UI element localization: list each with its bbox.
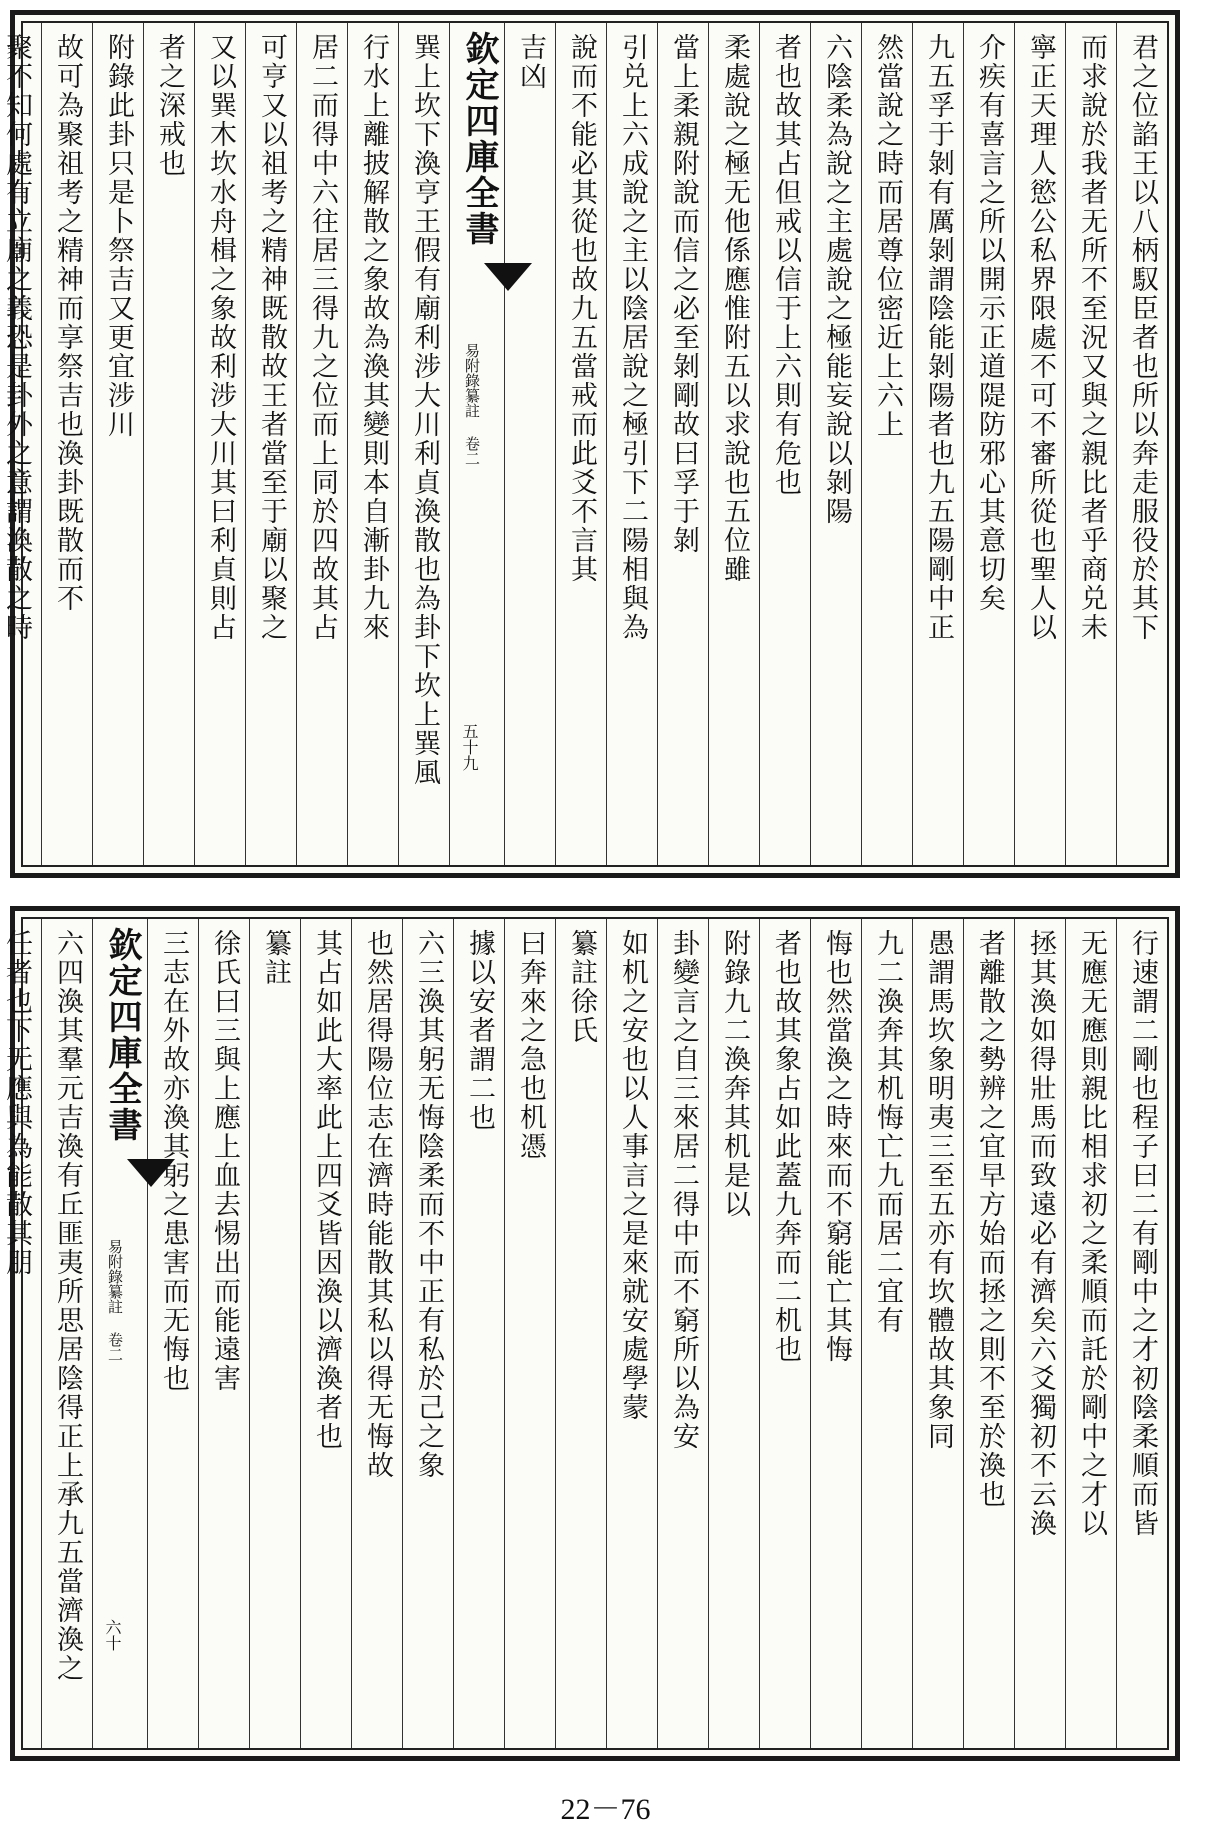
bottom-right-column: 行速謂二剛也程子曰二有剛中之才初陰柔順而皆 bbox=[1116, 919, 1167, 1748]
top-right-column: 六陰柔為說之主處說之極能妄說以剝陽 bbox=[810, 23, 861, 865]
top-left-column: 附錄此卦只是卜祭吉又更宜涉川 bbox=[92, 23, 143, 865]
bottom-right-column: 愚謂馬坎象明夷三至五亦有坎體故其象同 bbox=[912, 919, 963, 1748]
fish-tail-mark-icon bbox=[484, 263, 532, 291]
bottom-right-column: 悔也然當渙之時來而不窮能亡其悔 bbox=[810, 919, 861, 1748]
bottom-right-column: 拯其渙如得壯馬而致遠必有濟矣六爻獨初不云渙 bbox=[1014, 919, 1065, 1748]
top-left-column: 可亨又以祖考之精神既散故王者當至于廟以聚之 bbox=[245, 23, 296, 865]
bottom-right-column: 无應无應則親比相求初之柔順而託於剛中之才以 bbox=[1065, 919, 1116, 1748]
bottom-right-column: 纂註徐氏 bbox=[555, 919, 606, 1748]
bottom-right-column: 如机之安也以人事言之是來就安處學蒙 bbox=[606, 919, 657, 1748]
bottom-folio-number: 六十 bbox=[103, 1619, 122, 1651]
bottom-right-column: 者離散之勢辨之宜早方始而拯之則不至於渙也 bbox=[963, 919, 1014, 1748]
bottom-book-subtitle: 易附錄纂註 卷二 bbox=[106, 1239, 124, 1362]
bottom-right-column: 三志在外故亦渙其躬之患害而无悔也 bbox=[147, 919, 198, 1748]
top-right-column: 寧正天理人慾公私界限處不可不審所從也聖人以 bbox=[1014, 23, 1065, 865]
bottom-right-column: 據以安者謂二也 bbox=[453, 919, 504, 1748]
top-right-column: 說而不能必其從也故九五當戒而此爻不言其 bbox=[555, 23, 606, 865]
top-right-column: 者也故其占但戒以信于上六則有危也 bbox=[759, 23, 810, 865]
top-left-column: 聚不知何處有立廟之義恐是卦外之意謂渙散之時 bbox=[0, 23, 41, 865]
bottom-right-column: 也然居得陽位志在濟時能散其私以得无悔故 bbox=[351, 919, 402, 1748]
footer-page-label: 22－76 bbox=[560, 1793, 651, 1826]
bottom-right-column: 九二渙奔其机悔亡九而居二宜有 bbox=[861, 919, 912, 1748]
bottom-left-column: 任者也下无應與為能散其朋 bbox=[0, 919, 41, 1748]
top-right-column: 而求說於我者无所不至況又與之親比者乎商兑未 bbox=[1065, 23, 1116, 865]
top-left-column: 居二而得中六往居三得九之位而上同於四故其占 bbox=[296, 23, 347, 865]
bottom-right-column: 者也故其象占如此蓋九奔而二机也 bbox=[759, 919, 810, 1748]
top-right-column: 引兑上六成說之主以陰居說之極引下二陽相與為 bbox=[606, 23, 657, 865]
bottom-right-column: 曰奔來之急也机憑 bbox=[504, 919, 555, 1748]
top-right-column: 柔處說之極无他係應惟附五以求說也五位雖 bbox=[708, 23, 759, 865]
top-left-column: 又以巽木坎水舟楫之象故利涉大川其曰利貞則占 bbox=[194, 23, 245, 865]
top-right-column: 然當說之時而居尊位密近上六上 bbox=[861, 23, 912, 865]
bottom-page-frame bbox=[1, 917, 1169, 1750]
bottom-page bbox=[1, 906, 1180, 1761]
bottom-right-column: 其占如此大率此上四爻皆因渙以濟渙者也 bbox=[300, 919, 351, 1748]
top-right-column: 君之位諂王以八柄馭臣者也所以奔走服役於其下 bbox=[1116, 23, 1167, 865]
top-book-title: 欽定四庫全書 bbox=[459, 31, 499, 247]
bottom-right-column: 卦變言之自三來居二得中而不窮所以為安 bbox=[657, 919, 708, 1748]
bottom-center-margin bbox=[92, 919, 147, 1748]
top-right-column: 介疾有喜言之所以開示正道隄防邪心其意切矣 bbox=[963, 23, 1014, 865]
top-left-column: 者之深戒也 bbox=[143, 23, 194, 865]
top-center-margin bbox=[449, 23, 504, 865]
bottom-right-column: 纂註 bbox=[249, 919, 300, 1748]
top-right-column: 吉凶 bbox=[504, 23, 555, 865]
top-left-column: 行水上離披解散之象故為渙其變則本自漸卦九來 bbox=[347, 23, 398, 865]
bottom-right-column: 六三渙其躬无悔陰柔而不中正有私於己之象 bbox=[402, 919, 453, 1748]
fish-tail-mark-icon bbox=[127, 1159, 175, 1187]
top-book-subtitle: 易附錄纂註 卷二 bbox=[463, 343, 481, 466]
top-page-frame bbox=[1, 21, 1169, 867]
top-right-column: 當上柔親附說而信之必至剝剛故曰孚于剝 bbox=[657, 23, 708, 865]
top-right-column: 九五孚于剝有厲剝謂陰能剝陽者也九五陽剛中正 bbox=[912, 23, 963, 865]
top-folio-number: 五十九 bbox=[460, 723, 479, 771]
bottom-page-columns bbox=[1, 919, 1167, 1748]
top-left-column: 巽上坎下渙亨王假有廟利涉大川利貞渙散也為卦下坎上巽風 bbox=[398, 23, 449, 865]
bottom-left-column: 六四渙其羣元吉渙有丘匪夷所思居陰得正上承九五當濟渙之 bbox=[41, 919, 92, 1748]
bottom-book-title: 欽定四庫全書 bbox=[102, 927, 142, 1143]
top-page bbox=[1, 10, 1180, 878]
bottom-right-column: 徐氏曰三與上應上血去惕出而能遠害 bbox=[198, 919, 249, 1748]
top-page-columns bbox=[1, 23, 1167, 865]
top-left-column: 故可為聚祖考之精神而享祭吉也渙卦既散而不 bbox=[41, 23, 92, 865]
bottom-right-column: 附錄九二渙奔其机是以 bbox=[708, 919, 759, 1748]
